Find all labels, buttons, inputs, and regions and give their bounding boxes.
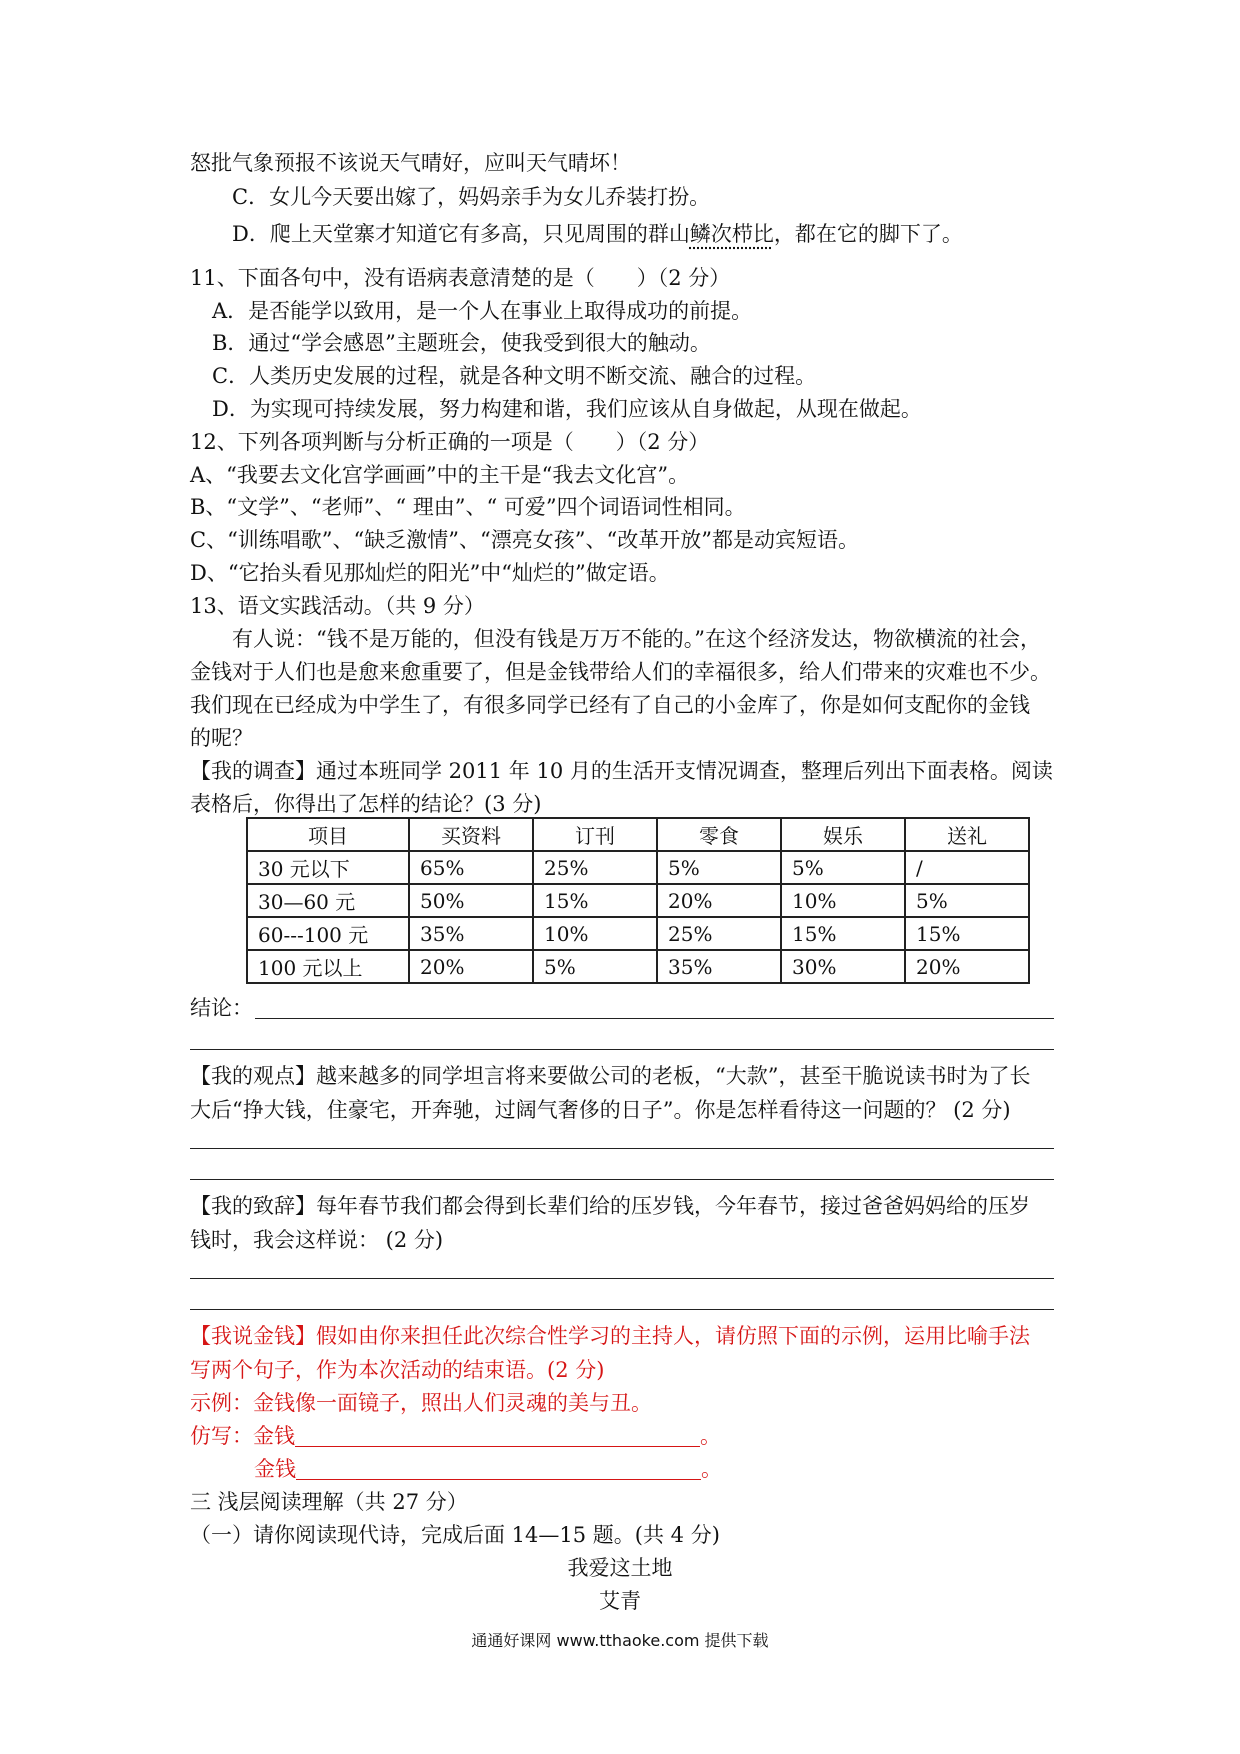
speech-prompt: 钱时，我会这样说： (2 分) [190,1228,444,1252]
fill-blank[interactable] [295,1424,700,1447]
option-d [232,219,963,249]
imitation-line-1 [190,1421,721,1451]
table-header-cell: 送礼 [905,818,1029,851]
table-cell: 60---100 元 [247,917,409,950]
table-cell: / [905,851,1029,884]
period: 。 [701,1457,722,1481]
table-cell: 30 元以下 [247,851,409,884]
table-cell: 30% [781,950,905,983]
fill-blank[interactable] [296,1457,701,1480]
table-header-row [247,818,1029,851]
table-row [247,851,1029,884]
example-sentence: 示例：金钱像一面镜子，照出人们灵魂的美与丑。 [190,1391,652,1415]
table-cell: 10% [781,884,905,917]
poem-author: 艾青 [599,1589,641,1613]
table-cell: 20% [657,884,781,917]
section-heading: 三 浅层阅读理解（共 27 分） [190,1490,468,1514]
money-prompt: 写两个句子，作为本次活动的结束语。(2 分) [190,1358,605,1382]
q11-option-b: B．通过“学会感恩”主题班会，使我受到很大的触动。 [212,331,711,355]
table-cell: 65% [409,851,533,884]
table-cell: 5% [657,851,781,884]
q12-option-c: C、“训练唱歌”、“缺乏激情”、“漂亮女孩”、“改革开放”都是动宾短语。 [190,528,859,552]
q12-option-b: B、“文学”、“老师”、“ 理由”、“ 可爱”四个词语词性相同。 [190,495,746,519]
table-cell: 15% [905,917,1029,950]
passage-line: 我们现在已经成为中学生了，有很多同学已经有了自己的小金库了，你是如何支配你的金钱 [190,693,1030,717]
table-header-cell: 买资料 [409,818,533,851]
table-cell: 50% [409,884,533,917]
text-line: 怒批气象预报不该说天气晴好，应叫天气晴坏！ [190,151,631,175]
page-footer: 通通好课网 www.tthaoke.com 提供下载 [471,1631,769,1650]
divider [190,1049,1054,1050]
table-header-cell: 娱乐 [781,818,905,851]
option-d-text: D．爬上天堂寨才知道它有多高，只见周围的群山 [232,222,690,246]
q11-option-a: A．是否能学以致用，是一个人在事业上取得成功的前提。 [212,299,753,323]
table-cell: 10% [533,917,657,950]
table-header-cell: 零食 [657,818,781,851]
q12-option-d: D、“它抬头看见那灿烂的阳光”中“灿烂的”做定语。 [190,561,670,585]
table-cell: 5% [533,950,657,983]
table-header-cell: 订刊 [533,818,657,851]
q11-option-d: D．为实现可持续发展，努力构建和谐，我们应该从自身做起，从现在做起。 [212,397,922,421]
period: 。 [700,1424,721,1448]
answer-line[interactable] [190,1278,1054,1279]
viewpoint-prompt: 【我的观点】越来越多的同学坦言将来要做公司的老板，“大款”，甚至干脆说读书时为了长 [190,1064,1031,1088]
conclusion-label: 结论： [190,996,253,1020]
table-cell: 35% [657,950,781,983]
money-prompt: 【我说金钱】假如由你来担任此次综合性学习的主持人，请仿照下面的示例，运用比喻手法 [190,1324,1030,1348]
question-11: 11、下面各句中，没有语病表意清楚的是（ ）（2 分） [190,266,731,290]
table-cell: 100 元以上 [247,950,409,983]
speech-prompt: 【我的致辞】每年春节我们都会得到长辈们给的压岁钱，今年春节，接过爸爸妈妈给的压岁 [190,1194,1030,1218]
option-c: C．女儿今天要出嫁了，妈妈亲手为女儿乔装打扮。 [232,185,711,209]
divider [190,1179,1054,1180]
table-row [247,884,1029,917]
divider [190,1309,1054,1310]
viewpoint-prompt: 大后“挣大钱，住豪宅，开奔驰，过阔气奢侈的日子”。你是怎样看待这一问题的？ (2 分) [190,1098,1011,1122]
question-13: 13、语文实践活动。（共 9 分） [190,594,485,618]
table-cell: 30—60 元 [247,884,409,917]
imitation-line-2 [254,1454,722,1484]
table-cell: 20% [905,950,1029,983]
dotted-phrase: 鳞次栉比 [689,222,774,246]
option-d-text-end: ，都在它的脚下了。 [773,222,963,246]
table-cell: 5% [905,884,1029,917]
question-12: 12、下列各项判断与分析正确的一项是（ ）（2 分） [190,430,710,454]
subsection-heading: （一）请你阅读现代诗，完成后面 14—15 题。(共 4 分) [190,1523,720,1547]
poem-title: 我爱这土地 [567,1556,673,1580]
table-row [247,917,1029,950]
answer-line[interactable] [190,1148,1054,1149]
imitation-label: 仿写：金钱 [190,1424,295,1448]
table-row [247,950,1029,983]
table-cell: 25% [533,851,657,884]
table-cell: 15% [781,917,905,950]
passage-line: 有人说：“钱不是万能的，但没有钱是万万不能的。”在这个经济发达，物欲横流的社会， [190,627,1041,651]
survey-table [246,817,1030,984]
passage-line: 的呢？ [190,726,253,750]
q12-option-a: A、“我要去文化宫学画画”中的主干是“我去文化宫”。 [190,463,690,487]
table-header-cell: 项目 [247,818,409,851]
survey-prompt: 表格后，你得出了怎样的结论？(3 分) [190,792,542,816]
table-cell: 25% [657,917,781,950]
answer-line[interactable] [255,1018,1054,1019]
imitation-label: 金钱 [254,1457,296,1481]
q11-option-c: C．人类历史发展的过程，就是各种文明不断交流、融合的过程。 [212,364,817,388]
table-cell: 15% [533,884,657,917]
table-cell: 5% [781,851,905,884]
table-cell: 20% [409,950,533,983]
survey-prompt: 【我的调查】通过本班同学 2011 年 10 月的生活开支情况调查，整理后列出下面表格。阅读 [190,759,1053,783]
table-cell: 35% [409,917,533,950]
passage-line: 金钱对于人们也是愈来愈重要了，但是金钱带给人们的幸福很多，给人们带来的灾难也不少。 [190,660,1051,684]
